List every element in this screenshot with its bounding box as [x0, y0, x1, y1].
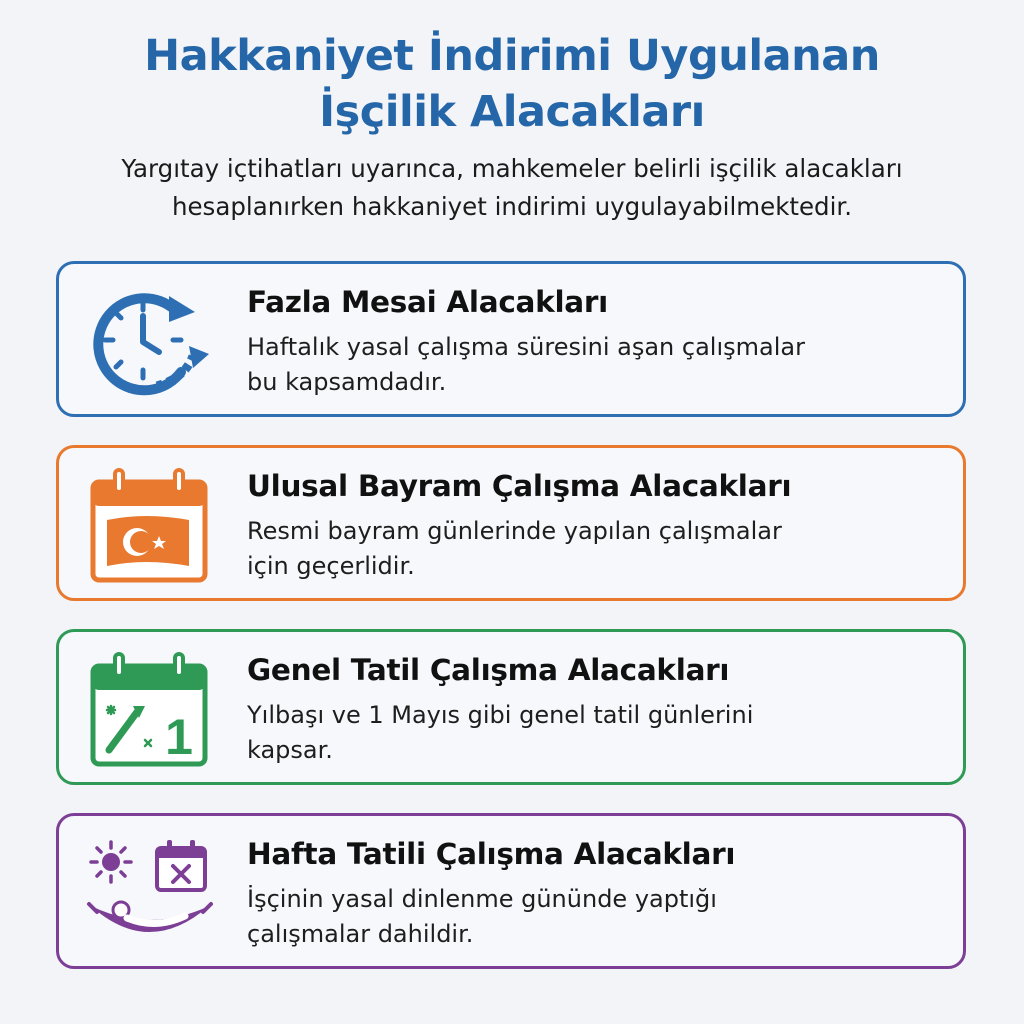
card-description-line-1: Resmi bayram günlerinde yapılan çalışmalar: [247, 517, 782, 545]
card-title: Hafta Tatili Çalışma Alacakları: [247, 837, 736, 871]
card-title: Genel Tatil Çalışma Alacakları: [247, 653, 730, 687]
subtitle-line-1: Yargıtay içtihatları uyarınca, mahkemeler belirli işçilik alacakları: [121, 154, 903, 183]
card-description-line-2: çalışmalar dahildir.: [247, 920, 474, 948]
card-title: Fazla Mesai Alacakları: [247, 285, 608, 319]
card-description-line-2: kapsar.: [247, 736, 333, 764]
card-description: [247, 882, 949, 952]
calendar-number: 1: [165, 709, 193, 765]
card-overtime: [56, 261, 966, 417]
card-weekly-rest: [56, 813, 966, 969]
page-subtitle: [30, 150, 994, 226]
card-description: [247, 698, 949, 768]
card-national-holiday: [56, 445, 966, 601]
calendar-fireworks-icon: [85, 650, 215, 768]
subtitle-line-2: hesaplanırken hakkaniyet indirimi uygulayabilmektedir.: [171, 192, 853, 221]
card-title: Ulusal Bayram Çalışma Alacakları: [247, 469, 792, 503]
clock-overtime-icon: [85, 282, 215, 400]
card-description-line-1: Haftalık yasal çalışma süresini aşan çalışmalar: [247, 333, 805, 361]
title-line-1: Hakkaniyet İndirimi Uygulanan: [144, 31, 880, 81]
page-title: [0, 28, 1024, 140]
card-general-holiday: [56, 629, 966, 785]
card-description-line-2: bu kapsamdadır.: [247, 368, 447, 396]
sun-calendar-hammock-icon: [85, 834, 215, 952]
card-description-line-1: İşçinin yasal dinlenme gününde yaptığı: [247, 885, 717, 913]
card-description-line-1: Yılbaşı ve 1 Mayıs gibi genel tatil günlerini: [247, 701, 754, 729]
card-description-line-2: için geçerlidir.: [247, 552, 415, 580]
calendar-turkish-flag-icon: [85, 466, 215, 584]
title-line-2: İşçilik Alacakları: [319, 87, 705, 137]
card-description: [247, 514, 949, 584]
card-description: [247, 330, 949, 400]
